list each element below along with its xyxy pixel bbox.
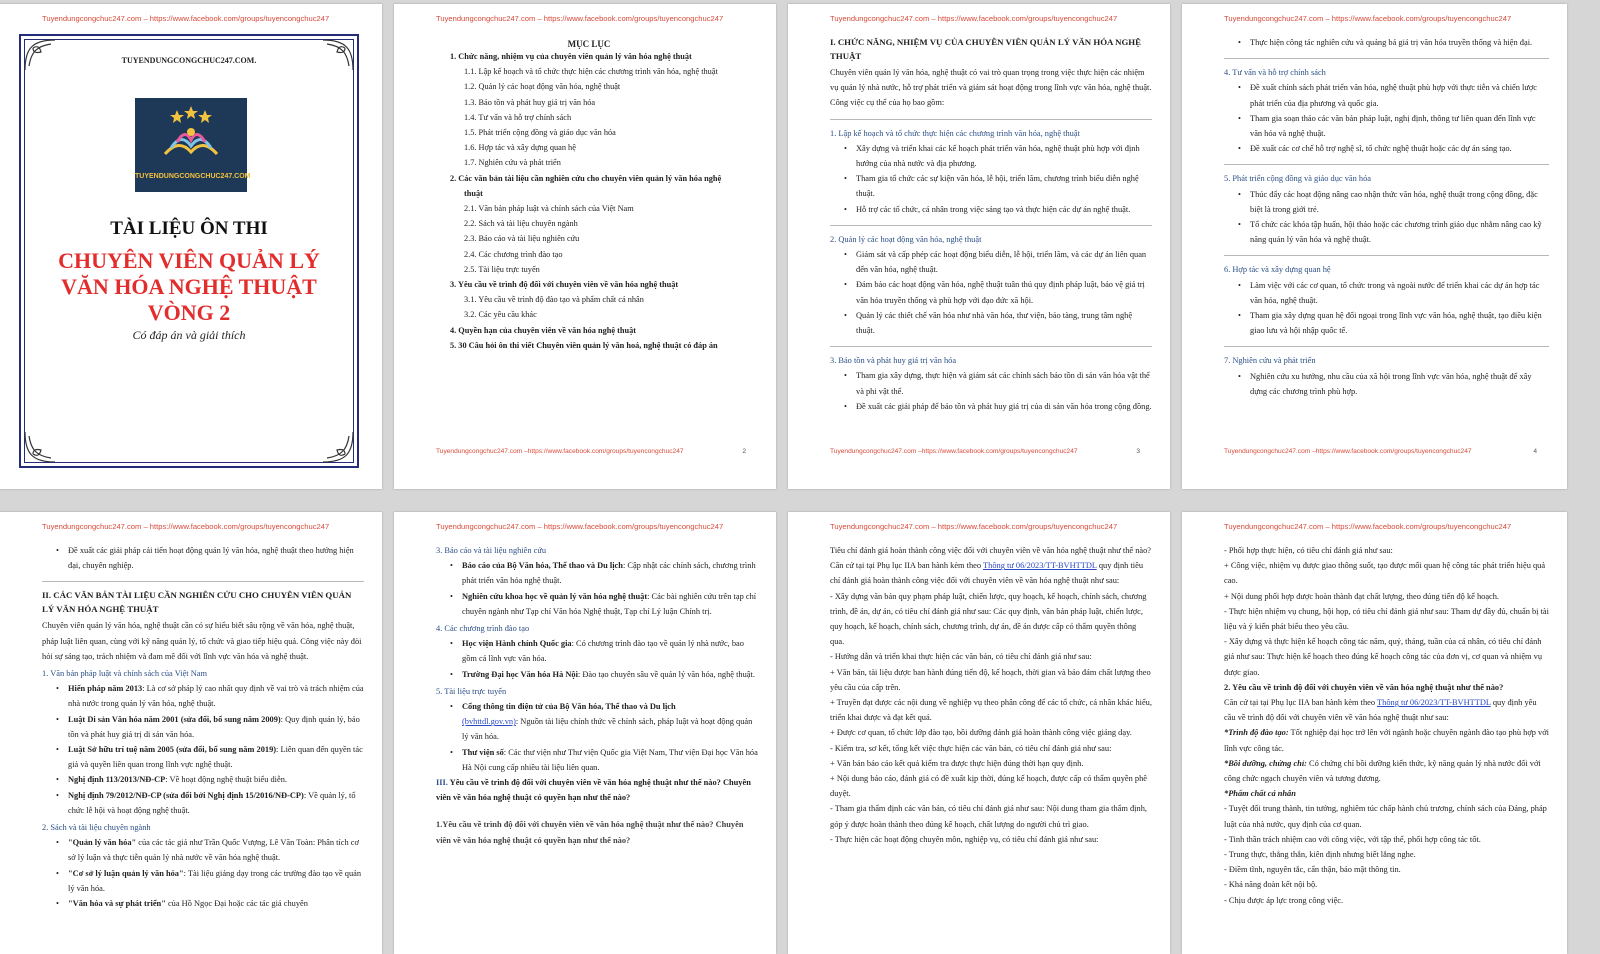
book-logo-icon [135, 98, 247, 168]
document-link[interactable]: Thông tư 06/2023/TT-BVHTTDL [1377, 698, 1491, 708]
list-item: • Học viện Hành chính Quốc gia: Có chương trình đào tạo về quản lý nhà nước, bao gồm cả lĩnh vực văn hóa. [450, 636, 758, 666]
divider [42, 581, 364, 582]
list-item: • Tổ chức các khóa tập huấn, hội thảo hoặc các chương trình giáo dục nhằm nâng cao kỹ năng quản lý văn hóa và nghệ thuật. [1238, 217, 1549, 247]
cover-subtitle: Có đáp án và giải thích [132, 328, 246, 342]
page-header: Tuyendungcongchuc247.com – https://www.facebook.com/groups/tuyencongchuc247 [436, 14, 724, 23]
list-item: • Nghiên cứu xu hướng, nhu cầu của xã hội trong lĩnh vực văn hóa, nghệ thuật để xây dựng các chương trình phù hợp. [1238, 369, 1549, 399]
text-line: - Chịu được áp lực trong công việc. [1224, 895, 1344, 905]
bullet-list [1238, 80, 1549, 156]
list-item: • Đề xuất các cơ chế hỗ trợ nghệ sĩ, tổ chức nghệ thuật hoặc các dự án sáng tạo. [1238, 141, 1549, 156]
paragraph: *Trình độ đào tạo: Tốt nghiệp đại học trở lên với ngành hoặc chuyên ngành đào tạo phù hợp với lĩnh vực công tác. [1224, 728, 1549, 753]
text-line: + Văn bản, tài liệu được ban hành đúng tiến độ, kế hoạch, thời gian và bảo đảm chất lượng theo yêu cầu của cấp trên. [830, 667, 1151, 692]
list-item: • Làm việc với các cơ quan, tổ chức trong và ngoài nước để triển khai các dự án hợp tác văn hóa, nghệ thuật. [1238, 278, 1549, 308]
subsection-heading: 2. Sách và tài liệu chuyên ngành [42, 823, 151, 833]
bullet-list [450, 699, 758, 775]
toc-entry[interactable]: 1. Chức năng, nhiệm vụ của chuyên viên quản lý văn hóa nghệ thuật [450, 52, 692, 61]
list-item: • Xây dựng và triển khai các kế hoạch phát triển văn hóa, nghệ thuật phù hợp với định hướng của nhà nước và địa phương. [844, 141, 1152, 171]
page-header: Tuyendungcongchuc247.com – https://www.facebook.com/groups/tuyencongchuc247 [42, 522, 330, 531]
list-item: • Tham gia soạn thảo các văn bản pháp luật, nghị định, thông tư liên quan đến lĩnh vực văn hóa và nghệ thuật. [1238, 111, 1549, 141]
page-number: 3 [1136, 448, 1140, 455]
page-header: Tuyendungcongchuc247.com – https://www.facebook.com/groups/tuyencongchuc247 [436, 522, 724, 531]
text-line: - Trung thực, thẳng thắn, kiên định nhưng biết lắng nghe. [1224, 850, 1416, 860]
page-number: 2 [742, 448, 746, 455]
page-header: Tuyendungcongchuc247.com – https://www.facebook.com/groups/tuyencongchuc247 [830, 14, 1118, 23]
list-item: • "Cơ sở lý luận quản lý văn hóa": Tài liệu giảng dạy trong các trường đào tạo về quản lý văn hóa. [56, 866, 364, 896]
text-line: - Tinh thần trách nhiệm cao với công việc, với tập thể, phối hợp công tác tốt. [1224, 834, 1481, 844]
page-5[interactable] [0, 512, 382, 954]
page-header: Tuyendungcongchuc247.com – https://www.facebook.com/groups/tuyencongchuc247 [42, 14, 330, 23]
page-footer: Tuyendungcongchuc247.com –https://www.facebook.com/groups/tuyencongchuc247 3 [830, 448, 1140, 455]
list-item: • Tham gia xây dựng, thực hiện và giám sát các chính sách bảo tồn di sản văn hóa vật thể và phi vật thể. [844, 368, 1152, 398]
toc-entry[interactable]: 2.2. Sách và tài liệu chuyên ngành [464, 219, 578, 229]
toc-entry[interactable]: 3.1. Yêu cầu về trình độ đào tạo và phẩm chất cá nhân [464, 295, 644, 305]
list-item: • Báo cáo của Bộ Văn hóa, Thể thao và Du lịch: Cập nhật các chính sách, chương trình phát triển văn hóa nghệ thuật. [450, 558, 758, 588]
text-line: - Hướng dẫn và triển khai thực hiện các văn bản, có tiêu chí đánh giá như sau: [830, 652, 1092, 662]
site-logo [135, 98, 251, 192]
page-1-cover[interactable] [0, 4, 382, 489]
subsection-heading: 6. Hợp tác và xây dựng quan hệ [1224, 265, 1331, 275]
subsection-heading: 1. Văn bản pháp luật và chính sách của Việt Nam [42, 669, 208, 679]
bullet-list [56, 681, 364, 818]
page-number: 4 [1533, 448, 1537, 455]
list-item: • Hiến pháp năm 2013: Là cơ sở pháp lý cao nhất quy định về vai trò và trách nhiệm của nhà nước trong quản lý văn hóa, nghệ thuật. [56, 681, 364, 711]
divider [1224, 164, 1549, 165]
bullet-list [56, 543, 364, 573]
text-line: + Được cơ quan, tổ chức lớp đào tạo, bồi dưỡng đánh giá hoàn thành công việc giảng dạy. [830, 728, 1132, 738]
text-line: - Kiểm tra, sơ kết, tổng kết việc thực hiện các văn bản, có tiêu chí đánh giá như sau: [830, 743, 1112, 753]
subsection-heading: 5. Tài liệu trực tuyến [436, 686, 507, 696]
text-line: - Xây dựng văn bản quy phạm pháp luật, chiến lược, quy hoạch, kế hoạch, chính sách, chương trình, đề án, dự án, có tiêu chí đánh giá như sau: Các quy định, văn bản pháp luật, chiến lược, quy hoạch, kế hoạch, chính sách, chương trình, dự án, đề án được cấp có thẩm quyền thông qua. [830, 591, 1147, 647]
divider [1224, 255, 1549, 256]
toc-entry[interactable]: 1.1. Lập kế hoạch và tổ chức thực hiện các chương trình văn hóa, nghệ thuật [464, 67, 718, 77]
page-3[interactable] [788, 4, 1170, 489]
toc-entry[interactable]: 1.6. Hợp tác và xây dựng quan hệ [464, 143, 576, 153]
toc-list [450, 49, 738, 353]
text-line: + Nội dung báo cáo, đánh giá có đề xuất kịp thời, đúng kế hoạch, được cấp có thẩm quyền phê duyệt. [830, 774, 1147, 799]
toc-entry[interactable]: 2.1. Văn bản pháp luật và chính sách của Việt Nam [464, 204, 634, 214]
toc-entry[interactable]: 3. Yêu cầu về trình độ đối với chuyên viên về văn hóa nghệ thuật [450, 280, 679, 290]
bullet-list [844, 368, 1152, 414]
toc-entry[interactable]: 1.4. Tư vấn và hỗ trợ chính sách [464, 112, 572, 122]
list-item: • Đề xuất các giải pháp cải tiến hoạt động quản lý văn hóa, nghệ thuật theo hướng hiện đại, chuyên nghiệp. [56, 543, 364, 573]
question-heading: 1.Yêu cầu về trình độ đối với chuyên viên về văn hóa nghệ thuật như thế nào? Chuyên viên về văn hóa nghệ thuật có quyền hạn như thế nào? [436, 820, 744, 845]
bullet-list [1238, 187, 1549, 248]
toc-entry[interactable]: 4. Quyền hạn của chuyên viên về văn hóa nghệ thuật [450, 325, 637, 335]
cover-title-line1: TÀI LIỆU ÔN THI [110, 218, 268, 239]
bullet-list [844, 141, 1152, 217]
bullet-list [1238, 369, 1549, 399]
bullet-list [844, 247, 1152, 338]
list-item: • Thúc đẩy các hoạt động nâng cao nhận thức văn hóa, nghệ thuật trong cộng đồng, đặc biệt là trong giới trẻ. [1238, 187, 1549, 217]
divider [1224, 58, 1549, 59]
divider [830, 346, 1152, 347]
paragraph: *Bồi dưỡng, chứng chỉ: Có chứng chỉ bồi dưỡng kiến thức, kỹ năng quản lý nhà nước đối với công chức ngạch chuyên viên và tương đương. [1224, 758, 1541, 784]
text-line: - Khả năng đoàn kết nội bộ. [1224, 880, 1318, 890]
page-footer: Tuyendungcongchuc247.com –https://www.facebook.com/groups/tuyencongchuc247 2 [436, 448, 746, 455]
bullet-list [56, 835, 364, 911]
divider [830, 225, 1152, 226]
list-item: • "Văn hóa và sự phát triển" của Hồ Ngọc Đại hoặc các tác giả chuyên [56, 896, 364, 911]
page-6[interactable] [394, 512, 776, 954]
cover-title-line4: VÒNG 2 [147, 300, 231, 325]
toc-entry[interactable]: 1.7. Nghiên cứu và phát triển [464, 158, 561, 168]
cover-title-main [21, 248, 357, 326]
toc-entry[interactable]: 5. 30 Câu hỏi ôn thi viết Chuyên viên quản lý văn hoá, nghệ thuật có đáp án [450, 340, 718, 350]
text-line: + Văn bản báo cáo kết quả kiểm tra được thực hiện đúng thời hạn quy định. [830, 758, 1084, 768]
list-item: • Luật Sở hữu trí tuệ năm 2005 (sửa đổi, bổ sung năm 2019): Liên quan đến quyền tác giả và quyền liên quan trong lĩnh vực nghệ thuật. [56, 742, 364, 772]
list-item: • Đề xuất chính sách phát triển văn hóa, nghệ thuật phù hợp với thực tiễn và chiến lược phát triển của địa phương và quốc gia. [1238, 80, 1549, 110]
toc-entry[interactable]: 1.5. Phát triển cộng đồng và giáo dục văn hóa [464, 128, 616, 138]
text-line: - Phối hợp thực hiện, có tiêu chí đánh giá như sau: [1224, 546, 1393, 555]
ornament-corner-icon [23, 430, 57, 464]
cover-border-frame [19, 34, 359, 468]
list-item: • Giám sát và cấp phép các hoạt động biểu diễn, lễ hội, triển lãm, và các dự án liên quan đến văn hóa, nghệ thuật. [844, 247, 1152, 277]
paragraph: Tiêu chí đánh giá hoàn thành công việc đối với chuyên viên về văn hóa nghệ thuật như thế nào? [830, 546, 1152, 555]
page-2-toc[interactable] [394, 4, 776, 489]
subsection-heading: 2. Quản lý các hoạt động văn hóa, nghệ thuật [830, 234, 982, 244]
list-item: • Nghị định 113/2013/NĐ-CP: Về hoạt động nghệ thuật biểu diễn. [56, 772, 364, 787]
bullet-list [450, 558, 758, 619]
list-item: • Cổng thông tin điện tử của Bộ Văn hóa, Thể thao và Du lịch (bvhttdl.gov.vn): Nguồn tài liệu chính thức về chính sách, pháp luật và hoạt động quản lý văn hóa. [450, 699, 758, 745]
list-item: • Hỗ trợ các tổ chức, cá nhân trong việc sáng tạo và thực hiện các dự án nghệ thuật. [844, 202, 1152, 217]
list-item: • Quản lý các thiết chế văn hóa như nhà văn hóa, thư viện, bảo tàng, trung tâm nghệ thuật. [844, 308, 1152, 338]
toc-entry[interactable]: 1.2. Quản lý các hoạt động văn hóa, nghệ thuật [464, 82, 621, 92]
text-line: - Xây dựng và thực hiện kế hoạch công tác năm, quý, tháng, tuần của cá nhân, có tiêu chí đánh giá như sau: Thực hiện kế hoạch theo đúng kế hoạch công tác của đơn vị, cơ quan và nhiệm vụ được giao. [1224, 637, 1543, 677]
paragraph: Căn cứ tại tại Phụ lục IIA ban hành kèm theo Thông tư 06/2023/TT-BVHTTDL quy định tiêu chí đánh giá hoàn thành công việc đối với chuyên viên về văn hóa nghệ thuật như sau: [830, 561, 1144, 586]
logo-text: TUYENDUNGCONGCHUC247.COM [135, 173, 251, 180]
paragraph: Chuyên viên quản lý văn hóa, nghệ thuật có vai trò quan trọng trong việc thực hiện các nhiệm vụ quản lý nhà nước, hỗ trợ phát triển và giám sát hoạt động trong lĩnh vực văn hóa, nghệ thuật. Công việc cụ thể của họ bao gồm: [830, 68, 1152, 108]
bullet-list [1238, 278, 1549, 339]
divider [830, 119, 1152, 120]
text-lines [830, 589, 1152, 847]
text-line: - Tuyệt đối trung thành, tin tưởng, nghiêm túc chấp hành chủ trương, chính sách của Đảng, pháp luật của nhà nước, quy định của cơ quan. [1224, 804, 1547, 829]
list-item: • "Quản lý văn hóa" của các tác giả như Trần Quốc Vượng, Lê Văn Toàn: Phân tích cơ sở lý luận và thực tiễn quản lý nhà nước về văn hóa nghệ thuật. [56, 835, 364, 865]
text-line: + Công việc, nhiệm vụ được giao thông suốt, tạo được mối quan hệ công tác phát triển hiệu quả cao. [1224, 561, 1546, 586]
label: *Phẩm chất cá nhân [1224, 789, 1296, 799]
list-item: • Đảm bảo các hoạt động văn hóa, nghệ thuật tuân thủ quy định pháp luật, bảo vệ giá trị văn hóa truyền thống và phù hợp với đạo đức xã hội. [844, 277, 1152, 307]
text-line: - Tham gia thẩm định các văn bản, có tiêu chí đánh giá như sau: Nội dung tham gia thẩm định, góp ý được hoàn thành theo đúng kế hoạch, chất lượng do người chủ trì giao. [830, 804, 1147, 829]
section-heading: III. Yêu cầu về trình độ đối với chuyên viên về văn hóa nghệ thuật như thế nào? Chuyên viên về văn hóa nghệ thuật có quyền hạn như thế nào? [436, 778, 751, 803]
subsection-heading: 2. Yêu cầu về trình độ đối với chuyên viên về văn hóa nghệ thuật như thế nào? [1224, 682, 1504, 692]
divider [1224, 346, 1549, 347]
bullet-list [450, 636, 758, 682]
ornament-corner-icon [321, 38, 355, 72]
list-item: • Nghị định 79/2012/NĐ-CP (sửa đổi bởi Nghị định 15/2016/NĐ-CP): Về quản lý, tổ chức lễ hội và hoạt động nghệ thuật. [56, 788, 364, 818]
text-line: + Truyền đạt được các nội dung về nghiệp vụ theo phân công để các tổ chức, cá nhân khác hiểu, triển khai được và đạt kết quả. [830, 698, 1152, 723]
page-header: Tuyendungcongchuc247.com – https://www.facebook.com/groups/tuyencongchuc247 [1224, 14, 1512, 23]
subsection-heading: 1. Lập kế hoạch và tổ chức thực hiện các chương trình văn hóa, nghệ thuật [830, 128, 1080, 138]
cover-title-line3: VĂN HÓA NGHỆ THUẬT [61, 274, 317, 299]
toc-entry[interactable]: 2.4. Các chương trình đào tạo [464, 249, 563, 259]
page-footer: Tuyendungcongchuc247.com –https://www.facebook.com/groups/tuyencongchuc247 4 [1224, 448, 1537, 455]
list-item: • Trường Đại học Văn hóa Hà Nội: Đào tạo chuyên sâu về quản lý văn hóa, nghệ thuật. [450, 667, 758, 682]
list-item: • Thư viện số: Các thư viện như Thư viện Quốc gia Việt Nam, Thư viện Đại học Văn hóa Hà Nội cung cấp nhiều tài liệu liên quan. [450, 745, 758, 775]
text-line: - Thực hiện nhiệm vụ chung, hội họp, có tiêu chí đánh giá như sau: Tham dự đầy đủ, chuẩn bị tài liệu và ý kiến phát biểu theo yêu cầu. [1224, 606, 1549, 632]
subsection-heading: 3. Bảo tồn và phát huy giá trị văn hóa [830, 356, 957, 366]
page-header: Tuyendungcongchuc247.com – https://www.facebook.com/groups/tuyencongchuc247 [830, 522, 1118, 531]
subsection-heading: 4. Các chương trình đào tạo [436, 624, 530, 634]
paragraph: Căn cứ tại tại Phụ lục IIA ban hành kèm theo Thông tư 06/2023/TT-BVHTTDL quy định yêu cầu về trình độ đối với chuyên viên về văn hóa nghệ thuật như sau: [1224, 698, 1537, 723]
bullet-list [1238, 35, 1549, 50]
list-item: • Tham gia xây dựng quan hệ đối ngoại trong lĩnh vực văn hóa, nghệ thuật, tạo điều kiện giao lưu và hội nhập quốc tế. [1238, 308, 1549, 338]
website-link[interactable]: (bvhttdl.gov.vn) [462, 717, 516, 727]
page-7[interactable] [788, 512, 1170, 954]
cover-title-line2: CHUYÊN VIÊN QUẢN LÝ [58, 248, 320, 273]
subsection-heading: 7. Nghiên cứu và phát triển [1224, 356, 1316, 366]
toc-entry[interactable]: 2.5. Tài liệu trực tuyến [464, 264, 540, 274]
section-heading: II. CÁC VĂN BẢN TÀI LIỆU CẦN NGHIÊN CỨU CHO CHUYÊN VIÊN QUẢN LÝ VĂN HÓA NGHỆ THUẬT [42, 590, 352, 615]
toc-title: MỤC LỤC [567, 39, 611, 49]
section-heading: I. CHỨC NĂNG, NHIỆM VỤ CỦA CHUYÊN VIÊN QUẢN LÝ VĂN HÓA NGHỆ THUẬT [830, 37, 1142, 61]
cover-site-name: TUYENDUNGCONGCHUC247.COM. [121, 56, 257, 65]
text-line: - Thực hiện các hoạt động chuyên môn, nghiệp vụ, có tiêu chí đánh giá như sau: [830, 834, 1099, 844]
paragraph: Chuyên viên quản lý văn hóa, nghệ thuật cần có sự hiểu biết sâu rộng về văn hóa, nghệ thuật, pháp luật liên quan, cùng với kỹ năng quản lý, tổ chức và giao tiếp hiệu quả. Công việc này đòi hỏi sự sáng tạo, trách nhiệm và đam mê đối với lĩnh vực văn hóa và nghệ thuật. [42, 621, 362, 661]
toc-entry[interactable]: 2.3. Báo cáo và tài liệu nghiên cứu [464, 234, 580, 244]
page-8[interactable] [1182, 512, 1567, 954]
toc-entry[interactable]: 3.2. Các yêu cầu khác [464, 310, 537, 320]
page-4[interactable] [1182, 4, 1567, 489]
text-line: + Nội dung phối hợp được hoàn thành đạt chất lượng, theo đúng tiến độ kế hoạch. [1224, 591, 1500, 601]
list-item: • Đề xuất các giải pháp để bảo tồn và phát huy giá trị của di sản văn hóa trong cộng đồng. [844, 399, 1152, 414]
text-line: - Điềm tĩnh, nguyên tắc, cẩn thận, bảo mật thông tin. [1224, 865, 1401, 875]
list-item: • Tham gia tổ chức các sự kiện văn hóa, lễ hội, triển lãm, chương trình biểu diễn nghệ thuật. [844, 171, 1152, 201]
ornament-corner-icon [23, 38, 57, 72]
text-lines [1224, 543, 1549, 680]
ornament-corner-icon [321, 430, 355, 464]
subsection-heading: 5. Phát triển cộng đồng và giáo dục văn hóa [1224, 174, 1371, 184]
document-link[interactable]: Thông tư 06/2023/TT-BVHTTDL [983, 561, 1097, 571]
subsection-heading: 4. Tư vấn và hỗ trợ chính sách [1224, 68, 1326, 78]
list-item: • Nghiên cứu khoa học về quản lý văn hóa nghệ thuật: Các bài nghiên cứu trên tạp chí chuyên ngành như Tạp chí Văn hóa Nghệ thuật, Tạp chí Lý luận Chính trị. [450, 589, 758, 619]
list-item: • Thực hiện công tác nghiên cứu và quảng bá giá trị văn hóa truyền thống và hiện đại. [1238, 35, 1549, 50]
text-lines [1224, 801, 1549, 907]
toc-entry[interactable]: 1.3. Bảo tồn và phát huy giá trị văn hóa [464, 97, 596, 107]
subsection-heading: 3. Báo cáo và tài liệu nghiên cứu [436, 546, 547, 555]
toc-entry[interactable]: 2. Các văn bản tài liệu cần nghiên cứu cho chuyên viên quản lý văn hóa nghệ thuật [450, 173, 722, 198]
page-header: Tuyendungcongchuc247.com – https://www.facebook.com/groups/tuyencongchuc247 [1224, 522, 1512, 531]
list-item: • Luật Di sản Văn hóa năm 2001 (sửa đổi, bổ sung năm 2009): Quy định quản lý, bảo tồn và phát huy giá trị di sản văn hóa. [56, 712, 364, 742]
